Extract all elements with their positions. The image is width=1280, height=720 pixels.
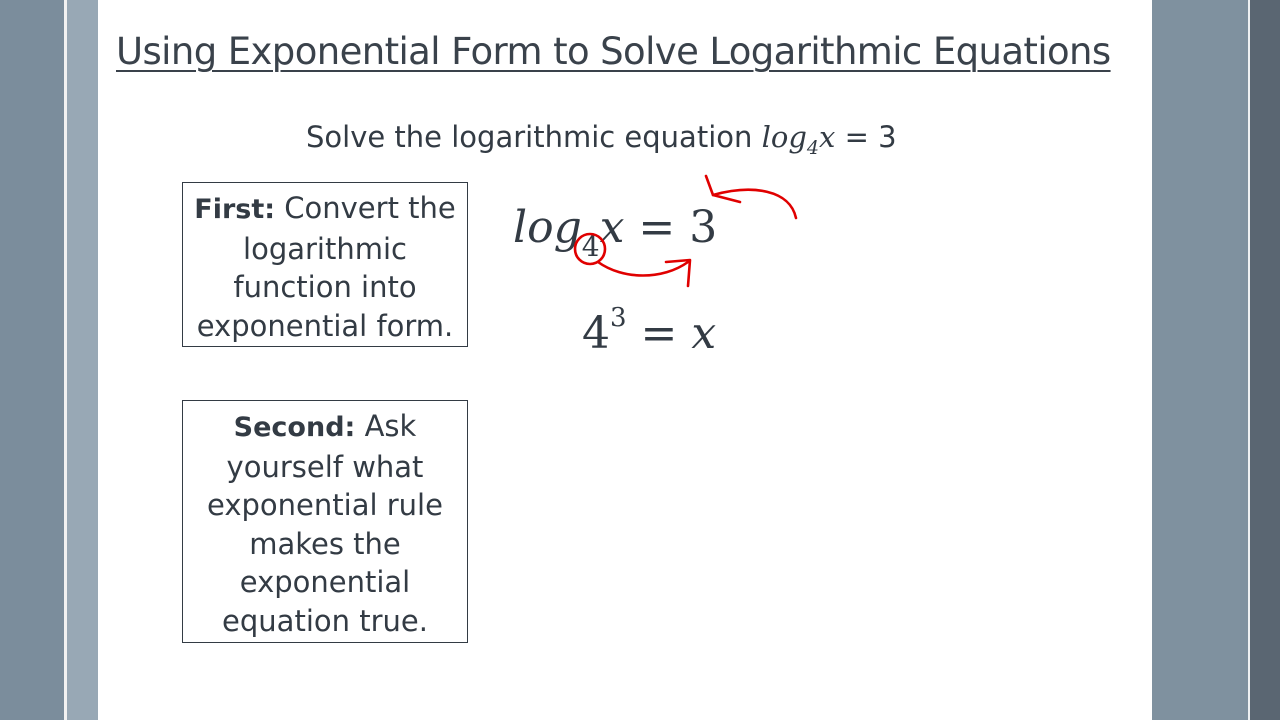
left-inner-band (67, 0, 98, 720)
step-first-box (182, 182, 468, 347)
step-first-label: First: (194, 194, 276, 225)
exp-variable: x (691, 308, 717, 359)
log-word: log (513, 202, 582, 253)
slide-canvas (98, 0, 1152, 720)
step-second-text: Ask yourself what exponential rule makes the exponential equation true. (207, 409, 443, 638)
prompt-base: 4 (806, 137, 819, 159)
exp-equals: = (640, 308, 678, 359)
prompt-log: log (761, 120, 807, 154)
left-border-band (0, 0, 64, 720)
worked-solution (498, 170, 798, 370)
exp-base: 4 (582, 308, 610, 359)
log-equals: = (638, 202, 676, 253)
exp-exponent: 3 (610, 303, 627, 333)
right-border-band (1152, 0, 1248, 720)
problem-prompt (306, 120, 1006, 159)
right-outer-band (1250, 0, 1280, 720)
prompt-variable: x (819, 120, 836, 154)
top-curved-arrow-body (713, 190, 796, 218)
prompt-text: Solve the logarithmic equation (306, 120, 762, 154)
log-variable: x (599, 202, 625, 253)
log-value: 3 (689, 202, 718, 253)
slide-title: Using Exponential Form to Solve Logarithmic Equations (116, 30, 1111, 73)
log-base: 4 (581, 230, 600, 263)
base-circle-mark (575, 234, 605, 264)
step-second-box (182, 400, 468, 643)
step-first-text: Convert the logarithmic function into exponential form. (196, 191, 456, 343)
prompt-equation (761, 120, 836, 159)
red-annotation (498, 170, 798, 370)
top-arrow-head (706, 176, 713, 195)
prompt-equals: = 3 (844, 120, 897, 154)
step-second-label: Second: (233, 412, 356, 443)
bottom-curved-arrow-body (598, 262, 688, 276)
